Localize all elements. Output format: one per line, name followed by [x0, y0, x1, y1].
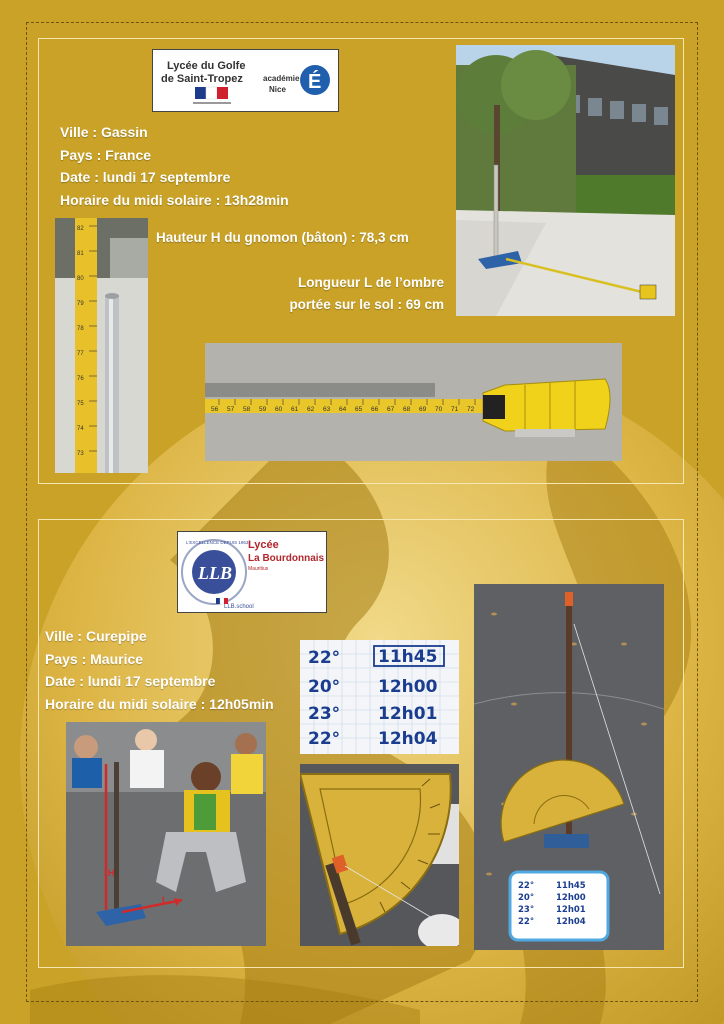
board-time-3: 12h01: [556, 905, 586, 915]
svg-text:61: 61: [291, 406, 299, 413]
photo-vertical-tape: [55, 218, 148, 473]
photo-gnomon-courtyard: [456, 45, 675, 316]
svg-text:72: 72: [467, 406, 475, 413]
logo-nice: Nice: [269, 85, 286, 94]
curepipe-info: [45, 625, 274, 715]
gassin-pays: Pays : France: [60, 146, 152, 163]
svg-text:68: 68: [403, 406, 411, 413]
board-angle-3: 23°: [518, 905, 535, 915]
svg-text:66: 66: [371, 406, 379, 413]
svg-text:81: 81: [77, 251, 84, 257]
logo-lycee: Lycée: [248, 539, 279, 551]
svg-text:70: 70: [435, 406, 443, 413]
gassin-info: [60, 121, 289, 211]
svg-text:63: 63: [323, 406, 331, 413]
gassin-longueur: [289, 272, 444, 316]
svg-text:82: 82: [77, 226, 84, 232]
svg-text:60: 60: [275, 406, 283, 413]
photo-students-gnomon: [66, 722, 266, 946]
svg-text:56: 56: [211, 406, 219, 413]
photo-protractor-closeup: [300, 764, 459, 946]
curepipe-horaire: Horaire du midi solaire : 12h05min: [45, 695, 274, 712]
svg-text:59: 59: [259, 406, 267, 413]
gassin-hauteur: Hauteur H du gnomon (bâton) : 78,3 cm: [156, 230, 409, 245]
gassin-date: Date : lundi 17 septembre: [60, 169, 231, 185]
curepipe-date: Date : lundi 17 septembre: [45, 673, 216, 689]
svg-text:74: 74: [77, 426, 84, 432]
board-time-2: 12h00: [556, 893, 586, 903]
svg-text:78: 78: [77, 326, 84, 332]
gassin-longueur-line1: Longueur L de l’ombre: [297, 275, 444, 290]
logo-e-letter: É: [308, 71, 322, 93]
board-time-4: 12h04: [556, 917, 586, 927]
time-2: 12h00: [378, 677, 438, 697]
gassin-horaire: Horaire du midi solaire : 13h28min: [60, 191, 289, 208]
label-l: L: [162, 895, 168, 905]
logo-line-2: de Saint-Tropez: [161, 73, 243, 85]
svg-text:73: 73: [77, 451, 84, 457]
logo-ring-text: L'EXCELLENCE DEPUIS 1953: [186, 540, 249, 545]
angle-4: 22°: [308, 729, 341, 749]
logo-academie: académie: [263, 74, 300, 83]
republique-francaise-icon: [193, 87, 231, 104]
logo-country: Mauritius: [248, 566, 269, 572]
svg-text:75: 75: [77, 401, 84, 407]
logo-name: La Bourdonnais: [248, 553, 325, 564]
board-time-1: 11h45: [556, 881, 586, 891]
logo-lycee-la-bourdonnais: [177, 531, 327, 613]
svg-text:80: 80: [77, 276, 84, 282]
angle-3: 23°: [308, 704, 341, 724]
photo-gnomon-protractor: [474, 584, 664, 950]
angle-1: 22°: [308, 648, 341, 668]
time-3: 12h01: [378, 704, 438, 724]
gassin-longueur-line2: portée sur le sol : 69 cm: [289, 297, 444, 312]
board-angle-2: 20°: [518, 893, 535, 903]
logo-monogram: LLB: [198, 563, 232, 583]
curepipe-pays: Pays : Maurice: [45, 650, 144, 667]
svg-text:76: 76: [77, 376, 84, 382]
svg-text:77: 77: [77, 351, 84, 357]
svg-text:58: 58: [243, 406, 251, 413]
time-4: 12h04: [378, 729, 438, 749]
curepipe-ville: Ville : Curepipe: [45, 628, 147, 644]
angle-2: 20°: [308, 677, 341, 697]
svg-text:57: 57: [227, 406, 235, 413]
svg-text:64: 64: [339, 406, 347, 413]
svg-text:62: 62: [307, 406, 315, 413]
logo-lycee-golfe: [152, 49, 339, 112]
logo-school-site: LLB.school: [224, 604, 254, 610]
board-angle-4: 22°: [518, 917, 535, 927]
board-angle-1: 22°: [518, 881, 535, 891]
svg-text:65: 65: [355, 406, 363, 413]
flags-icon: [216, 598, 228, 604]
photo-whiteboard-times: [300, 640, 459, 754]
svg-text:69: 69: [419, 406, 427, 413]
svg-text:67: 67: [387, 406, 395, 413]
logo-line-1: Lycée du Golfe: [167, 60, 246, 72]
svg-text:71: 71: [451, 406, 459, 413]
time-1: 11h45: [378, 647, 438, 667]
label-h: H: [108, 868, 115, 878]
photo-horizontal-tape: [205, 343, 622, 461]
gassin-ville: Ville : Gassin: [60, 124, 148, 140]
svg-text:79: 79: [77, 301, 84, 307]
